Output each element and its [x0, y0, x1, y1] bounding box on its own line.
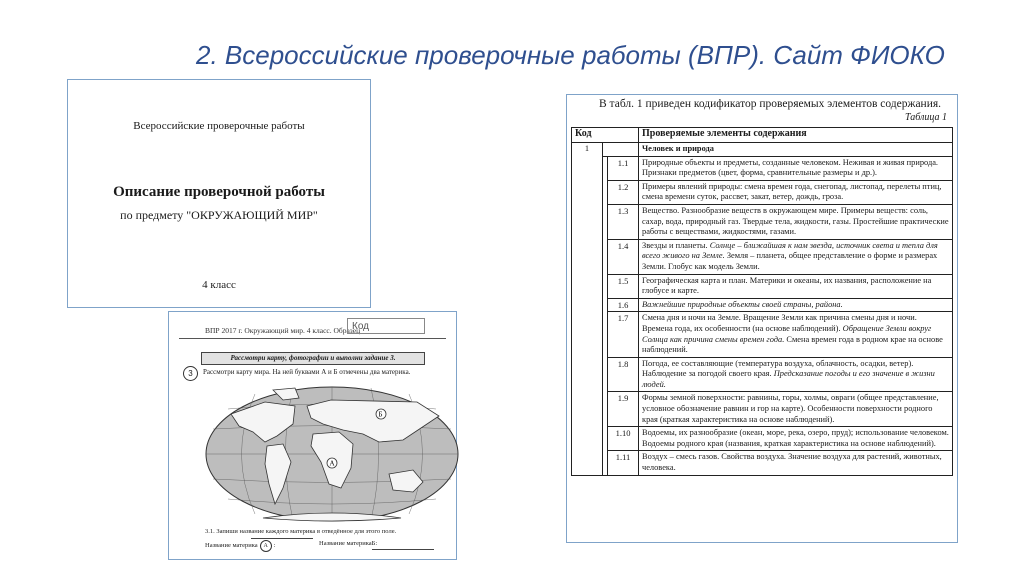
row-text: Важнейшие природные объекты своей страны, района. — [639, 298, 953, 312]
table-row — [572, 357, 953, 392]
task-banner: Рассмотри карту, фотографии и выполни задание 3. — [201, 352, 425, 365]
row-code: 1.8 — [608, 357, 639, 392]
row-code: 1.3 — [608, 204, 639, 239]
header-divider — [179, 338, 446, 339]
row-code: 1.10 — [608, 427, 639, 451]
row-code: 1.2 — [608, 180, 639, 204]
row-text: Природные объекты и предметы, созданные человеком. Неживая и живая природа. Признаки предметов (цвет, форма, сравнительные размеры и др.). — [639, 156, 953, 180]
section-row — [572, 143, 953, 157]
row-text-italic: Обращение Земли вокруг Солнца как причина смены времен года. — [642, 323, 932, 344]
row-text: Водоемы, их разнообразие (океан, море, река, озеро, пруд); использование человеком. Водоемы родного края (названия, краткая характеристика на основе наблюдений). — [639, 427, 953, 451]
table-row — [572, 156, 953, 180]
table-header-row — [572, 128, 953, 143]
question-text: 3.1. Запиши название каждого материка в отведённое для этого поле. — [205, 528, 397, 535]
table-row — [572, 298, 953, 312]
task-page-header: ВПР 2017 г. Окружающий мир. 4 класс. Образец — [205, 326, 361, 335]
row-text: Формы земной поверхности: равнины, горы, холмы, овраги (общее представление, условное обозначение равнин и гор на карте). Особенности поверхности родного края (краткая характеристика на основе наблюдений). — [639, 392, 953, 427]
answer-circle-a: А — [260, 540, 272, 552]
cover-title: Описание проверочной работы — [113, 184, 325, 200]
task-number: 3 — [183, 366, 198, 381]
task-text: Рассмотри карту мира. На ней буквами А и Б отмечены два материка. — [203, 368, 411, 376]
row-code: 1.7 — [608, 312, 639, 357]
answer-label-a: Название материка — [205, 542, 258, 549]
answer-circle-b: Б — [371, 540, 376, 547]
row-text-italic: Предсказание погоды и его значение в жизни людей. — [642, 369, 935, 389]
answer-colon-b: : — [375, 540, 378, 547]
map-label-b: Б — [378, 410, 383, 419]
table-row — [572, 427, 953, 451]
code-box: Код — [347, 318, 425, 334]
row-code: 1.11 — [608, 451, 639, 475]
row-text-part: Погода, ее составляющие (температура воздуха, облачность, осадки, ветер). Наблюдение за погодой своего края. — [642, 358, 914, 379]
row-code: 1.5 — [608, 274, 639, 298]
codifier-page — [566, 94, 958, 543]
work-description-cover — [67, 79, 371, 308]
codifier-intro: В табл. 1 приведен кодификатор проверяемых элементов содержания. — [599, 98, 942, 110]
row-text: Примеры явлений природы: смена времен года, снегопад, листопад, перелеты птиц, смена времени суток, рассвет, закат, ветер, дождь, гроза. — [639, 180, 953, 204]
row-code: 1.1 — [608, 156, 639, 180]
answer-underline-a — [251, 538, 313, 539]
section-code-blank — [603, 143, 639, 157]
answer-underline-b — [372, 549, 434, 550]
answer-colon-a: : — [273, 542, 276, 549]
row-text — [639, 312, 953, 357]
row-text-part: Звезды и планеты. — [642, 240, 710, 250]
table-number: Таблица 1 — [905, 112, 947, 123]
table-row — [572, 312, 953, 357]
header-elements: Проверяемые элементы содержания — [639, 128, 953, 143]
row-text-part: Смена дня и ночи на Земле. Вращение Земли как причина смены дня и ночи. Времена года, их особенности (на основе наблюдений). — [642, 313, 917, 333]
row-text — [639, 239, 953, 274]
section-title: Человек и природа — [639, 143, 953, 157]
section-code: 1 — [572, 143, 603, 476]
codifier-table — [571, 127, 953, 476]
row-text: Воздух – смесь газов. Свойства воздуха. Значение воздуха для растений, животных, человека. — [639, 451, 953, 475]
answer-line-a — [205, 540, 275, 552]
row-text: Вещество. Разнообразие веществ в окружающем мире. Примеры веществ: соль, сахар, вода, природный газ. Твердые тела, жидкости, газы. Простейшие практические работы с веществами, жидкостями, газами. — [639, 204, 953, 239]
table-row — [572, 180, 953, 204]
map-label-a: А — [329, 459, 335, 468]
table-row — [572, 451, 953, 475]
header-code: Код — [572, 128, 639, 143]
row-code: 1.6 — [608, 298, 639, 312]
table-row — [572, 239, 953, 274]
answer-line-b — [319, 540, 377, 547]
cover-subject: по предмету "ОКРУЖАЮЩИЙ МИР" — [120, 208, 318, 222]
row-text-part: Смена времен года в родном крае на основе наблюдений. — [642, 334, 943, 355]
row-text-part: Земля – планета, общее представление о форме и размерах Земли. Глобус как модель Земли. — [642, 251, 938, 271]
world-map-image — [203, 384, 461, 524]
row-text: Географическая карта и план. Материки и океаны, их названия, расположение на глобусе и карте. — [639, 274, 953, 298]
slide-title: 2. Всероссийские проверочные работы (ВПР). Сайт ФИОКО — [196, 40, 945, 70]
row-code: 1.9 — [608, 392, 639, 427]
table-row — [572, 274, 953, 298]
sample-task-page — [168, 311, 457, 560]
table-row — [572, 204, 953, 239]
cover-grade: 4 класс — [202, 279, 236, 291]
cover-heading: Всероссийские проверочные работы — [133, 120, 305, 132]
row-text — [639, 357, 953, 392]
answer-label-b: Название материка — [319, 540, 372, 547]
table-row — [572, 392, 953, 427]
row-code: 1.4 — [608, 239, 639, 274]
row-text-italic: Солнце – ближайшая к нам звезда, источник света и тепла для всего живого на Земле. — [642, 240, 938, 261]
